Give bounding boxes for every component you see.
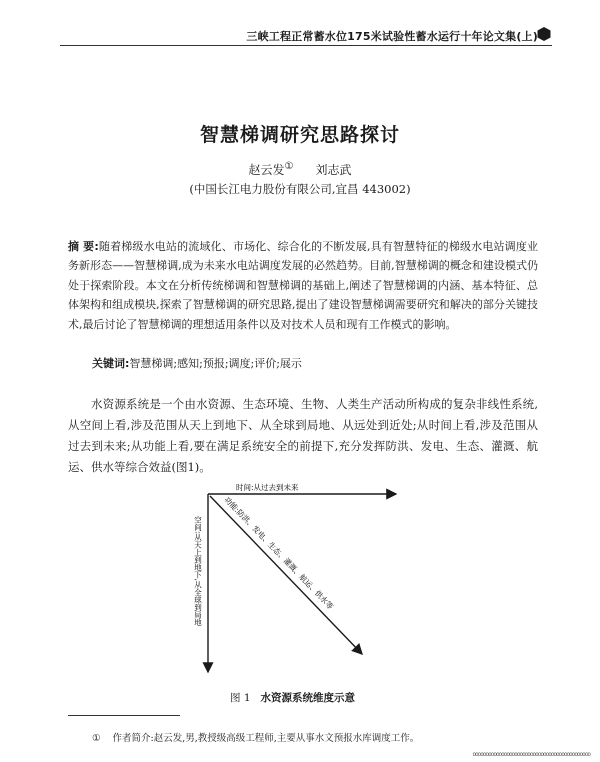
figure-number: 图 1 xyxy=(230,692,251,704)
running-header: 三峡工程正常蓄水位175米试验性蓄水运行十年论文集(上) xyxy=(246,30,538,43)
figure-caption xyxy=(230,690,355,705)
body-paragraph: 水资源系统是一个由水资源、生态环境、生物、人类生产活动所构成的复杂非线性系统,从空间上看,涉及范围从天上到地下、从全球到局地、从远处到近处;从时间上看,涉及范围从过去到未来;从功能上看,要在满足系统安全的前提下,充分发挥防洪、发电、生态、灌溉、航运、供水等综合效益(图1)。 xyxy=(68,397,538,474)
footnote-rule xyxy=(68,715,180,716)
abstract-label: 摘 要: xyxy=(68,240,99,253)
article-title: 智慧梯调研究思路探讨 xyxy=(199,124,400,146)
footnote-mark: ① xyxy=(92,733,101,744)
scan-artifact-strip: ooooooooooooooooooooooooooooooooooooooooooooo xyxy=(472,751,590,758)
abstract xyxy=(68,237,538,334)
footnote-text: 作者简介:赵云发,男,教授级高级工程师,主要从事水文预报水库调度工作。 xyxy=(112,733,420,744)
function-axis-label: 功能:防洪、发电、生态、灌溉、航运、供水等 xyxy=(222,495,335,612)
keywords-label: 关键词: xyxy=(92,357,130,370)
function-axis xyxy=(210,496,362,654)
affiliation: (中国长江电力股份有限公司,宜昌 443002) xyxy=(189,182,411,196)
water-system-dimension-diagram xyxy=(193,476,424,676)
author-line xyxy=(0,161,600,178)
space-axis-label: 空间:从天上到地下,从全球到局地 xyxy=(193,516,203,626)
time-axis-label: 时间:从过去到未来 xyxy=(236,483,299,492)
abstract-text: 随着梯级水电站的流域化、市场化、综合化的不断发展,具有智慧特征的梯级水电站调度业务新形态——智慧梯调,成为未来水电站调度发展的必然趋势。目前,智慧梯调的概念和建设模式仍处于探索阶段。本文在分析传统梯调和智慧梯调的基础上,阐述了智慧梯调的内涵、基本特征、总体架构和组成模块,探索了智慧梯调的研究思路,提出了建设智慧梯调需要研究和解决的部分关键技术,最后讨论了智慧梯调的理想适用条件以及对技术人员和现有工作模式的影响。 xyxy=(68,240,539,331)
author-2: 刘志武 xyxy=(315,163,352,177)
figure-caption-text: 水资源系统维度示意 xyxy=(260,692,356,704)
author-1: 赵云发 xyxy=(248,163,285,177)
keywords-text: 智慧梯调;感知;预报;调度;评价;展示 xyxy=(129,357,302,370)
author-footnote-mark[interactable]: ① xyxy=(284,161,294,172)
footnote xyxy=(92,730,419,744)
keywords xyxy=(92,355,532,371)
hexagon-mark-icon xyxy=(536,26,552,42)
header-rule xyxy=(60,45,552,46)
